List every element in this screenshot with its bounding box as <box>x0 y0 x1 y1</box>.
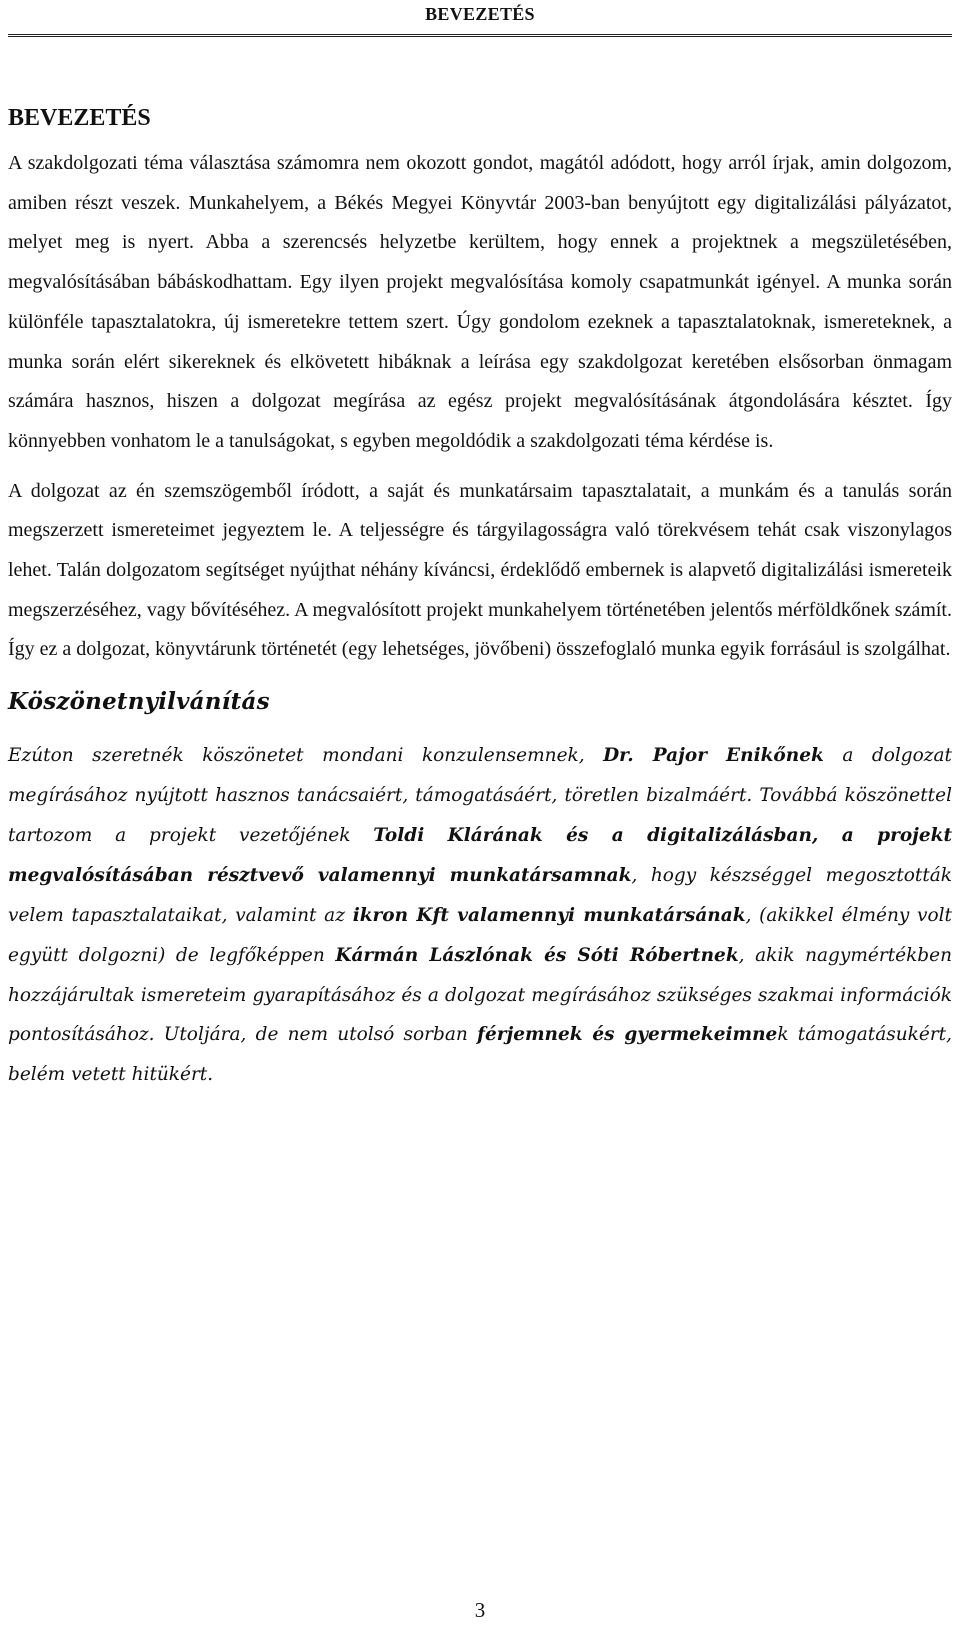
ack-text-2: a dolgozat megírásához nyújtott hasznos tanácsaiért, támogatásáért, töretlen bizalmáért. Továbbá köszönettel tartozom a projekt vezetőjének <box>8 745 952 846</box>
ack-text-3: , hogy készséggel megosztották velem tapasztalataikat, valamint az <box>8 864 952 926</box>
acknowledgement-title: Köszönetnyilvánítás <box>8 688 270 716</box>
intro-paragraph-2: A dolgozat az én szemszögemből íródott, a saját és munkatársaim tapasztalatait, a munkám és a tanulás során megszerzett ismereteimet jegyeztem le. A teljességre és tárgyilagosságra való törekvésem tehát csak viszonylagos lehet. Talán dolgozatom segítséget nyújthat néhány kíváncsi, érdeklődő embernek is alapvető digitalizálási ismereteik megszerzéséhez, vagy bővítéséhez. A megvalósított projekt munkahelyem történetében jelentős mérföldkőnek számít. Így ez a dolgozat, könyvtárunk történetét (egy lehetséges, jövőbeni) összefoglaló munka egyik forrásául is szolgálhat. <box>8 479 952 661</box>
page-number: 3 <box>474 1598 486 1622</box>
running-header: BEVEZETÉS <box>425 4 535 24</box>
ack-name-ikron: ikron Kft valamennyi munkatársának <box>352 904 746 926</box>
ack-name-colleagues: Kármán Lászlónak és Sóti Róbertnek <box>335 944 739 966</box>
acknowledgement-paragraph <box>8 736 952 1095</box>
ack-name-consultant: Dr. Pajor Enikőnek <box>603 745 824 767</box>
ack-name-project-team: Toldi Klárának és a digitalizálásban, a projekt megvalósításában résztvevő valamennyi munkatársamnak <box>8 824 952 886</box>
ack-text-1: Ezúton szeretnék köszönetet mondani konzulensemnek, <box>8 745 604 767</box>
intro-paragraph-1: A szakdolgozati téma választása számomra nem okozott gondot, magától adódott, hogy arról írjak, amin dolgozom, amiben részt veszek. Munkahelyem, a Békés Megyei Könyvtár 2003-ban benyújtott egy digitalizálási pályázatot, melyet meg is nyert. Abba a szerencsés helyzetbe kerültem, hogy ennek a projektnek a megszületésében, megvalósításában bábáskodhattam. Egy ilyen projekt megvalósítása komoly csapatmunkát igényel. A munka során különféle tapasztalatokra, új ismeretekre tettem szert. Úgy gondolom ezeknek a tapasztalatoknak, ismereteknek, a munka során elért sikereknek és elkövetett hibáknak a leírása egy szakdolgozat keretében elsősorban önmagam számára hasznos, hiszen a dolgozat megírása az egész projekt megvalósításának átgondolására késztet. Így könnyebben vonhatom le a tanulságokat, s egyben megoldódik a szakdolgozati téma kérdése is. <box>8 152 952 452</box>
ack-name-family: férjemnek és gyermekeimne <box>477 1024 778 1046</box>
ack-text-5: , akik nagymértékben hozzájárultak ismereteim gyarapításához és a dolgozat megírásához szükséges szakmai információk pontosításához. Utoljára, de nem utolsó sorban <box>8 944 952 1046</box>
ack-text-6: k támogatásukért, belém vetett hitükért. <box>8 1024 952 1086</box>
header-divider <box>8 34 952 37</box>
page-content <box>8 102 952 1095</box>
ack-text-4: , (akikkel élmény volt együtt dolgozni) de legfőképpen <box>8 904 952 966</box>
section-title: BEVEZETÉS <box>8 105 151 131</box>
